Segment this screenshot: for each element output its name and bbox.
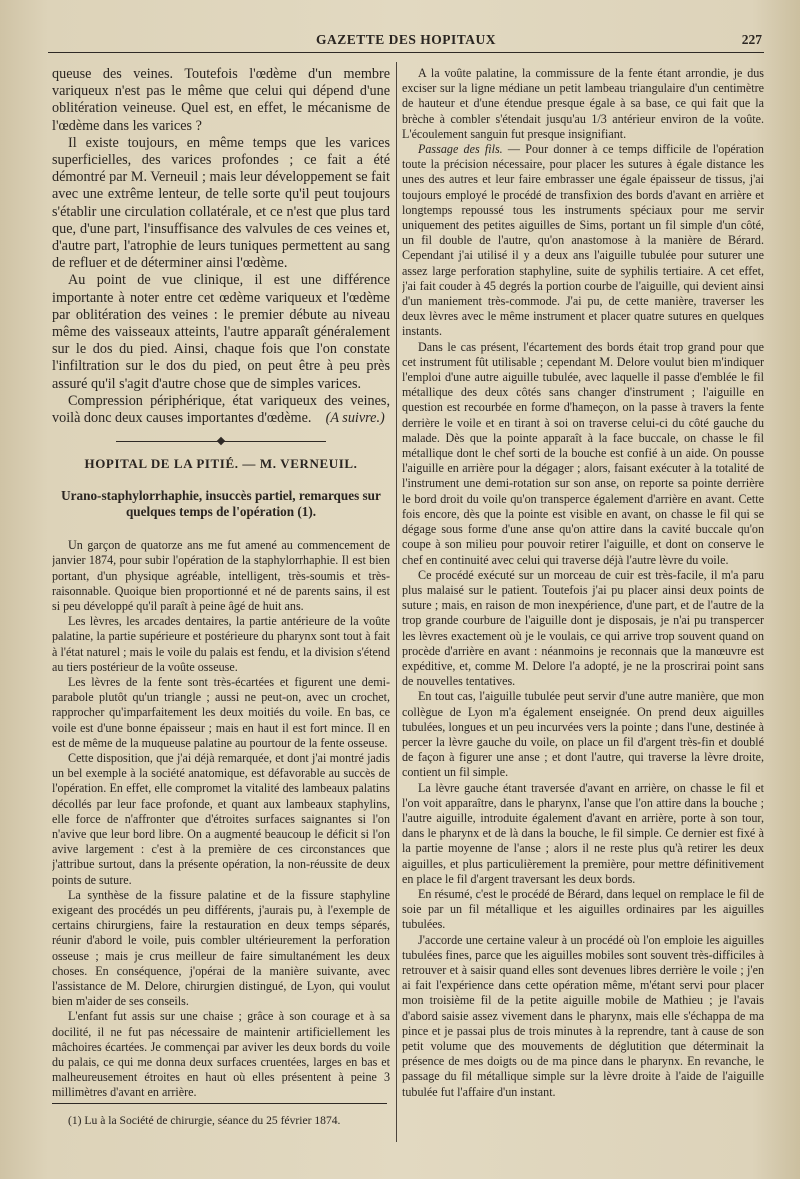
paragraph: Ce procédé exécuté sur un morceau de cuir est très-facile, il m'a paru plus malaisé sur le patient. Toutefois j'ai pu placer ainsi deux points de suture ; mais, en raison de mon inexpérience, d'une part, et de l'autre de la trop grande courbure de l'aiguille dont je disposais, je n'ai pu transpercer les lèvres exactement où je le voulais, ce qui arrive trop souvent quand on procède d'arrière en avant : néanmoins je reconnais que la manœuvre est expéditive, et, comme M. Delore l'a adopté, je ne la proscrirai point sans de nouvelles tentatives. [402, 567, 764, 689]
page-number: 227 [741, 32, 762, 47]
paragraph [402, 142, 764, 340]
footnote-rule [52, 1103, 387, 1104]
column-divider [396, 62, 397, 1142]
paragraph: J'accorde une certaine valeur à un procédé où l'on emploie les aiguilles tubulées fines, parce que les aiguilles mobiles sont souvent très-difficiles à retrouver et à saisir quand elles sont devenues libres derrière le voile ; j'en ai fait l'expérience dans cette opération même, m'étant servi pour placer mon troisième fil de la petite aiguille mobile de Mathieu ; je l'avais d'abord saisie assez vivement dans le pharynx, mais elle s'échappa de ma pince et je passai plus de trois minutes à la reprendre, tant à cause de son petit volume que des mouvements de déglutition que déterminait la présence de mes doigts ou de ma pince dans le pharynx. En revanche, le passage du fil métallique simple sur la lèvre droite à l'aide de l'aiguille tubulée fut l'affaire d'un instant. [402, 932, 764, 1099]
journal-title: GAZETTE DES HOPITAUX [315, 32, 497, 47]
paragraph: Il existe toujours, en même temps que les varices superficielles, des varices profondes ; ce fait a été démontré par M. Verneuil ; mais leur développement se fait avec une extrême lenteur, de telle sorte qu'il peut toujours s'établir une circulation collatérale, et ce n'est que plus tard que, d'une part, l'insuffisance des valvules de ces veines et, d'autre part, l'atrophie de leurs tuniques permettent au sang de refluer et de déterminer ainsi l'œdème. [52, 134, 390, 272]
article-title: Urano-staphylorrhaphie, insuccès partiel, remarques sur quelques temps de l'opération (1). [61, 488, 381, 520]
paragraph: L'enfant fut assis sur une chaise ; grâce à son courage et à sa docilité, il ne fut pas nécessaire de maintenir artificiellement les mâchoires écartées. Je commençai par aviver les deux bords du voile du palais, ce qui me donna deux surfaces cruentées, larges en bas et malheureusement étroites en haut où elles présentent à peine 3 millimètres d'avant en arrière. [52, 1009, 390, 1100]
left-column [52, 66, 390, 1146]
right-column [402, 66, 764, 1146]
paragraph [52, 393, 390, 427]
paragraph: En résumé, c'est le procédé de Bérard, dans lequel on remplace le fil de soie par un fil métallique et les aiguilles ordinaires par les aiguilles tubulées. [402, 886, 764, 932]
paragraph: Dans le cas présent, l'écartement des bords était trop grand pour que cet instrument fût utilisable ; cependant M. Delore voulut bien m'indiquer l'emploi d'une autre aiguille tubulée, avec laquelle il passe d'emblée le fil métallique des deux côtés sans changer d'instrument ; l'aiguille en question est recourbée en forme d'hameçon, on la passe à travers la fente derrière le voile et en tirant à soi on traverse celui-ci du côté gauche du malade. Dès que la pointe apparaît à la face buccale, on chasse le fil métallique dont le chef sorti de la bouche est confié à un aide. On pousse l'aiguille en arrière pour la dégager ; alors, faisant exécuter à la totalité de l'instrument une demi-rotation sur son anse, on reporte sa pointe derrière le bord droit du voile qu'on transperce également d'arrière en avant. Cette fois encore, dès que la pointe est visible en avant, on chasse le fil qui se dégage sous forme d'une anse qu'on attire dans la cavité buccale qu'on coupe à son milieu pour pouvoir retirer l'aiguille, et dont on conserve le chef en continuité avec celui qui traverse déjà l'autre lèvre du voile. [402, 339, 764, 567]
paragraph: Un garçon de quatorze ans me fut amené au commencement de janvier 1874, pour subir l'opération de la staphylorrhaphie. Il est bien portant, d'un physique agréable, intelligent, très-soumis et très-raisonnable. Quoique bien proportionné et né de parents sains, il est si peu développé qu'il paraît à peine âgé de huit ans. [52, 538, 390, 613]
to-be-continued: (A suivre.) [325, 410, 385, 427]
paragraph: Au point de vue clinique, il est une différence importante à noter entre cet œdème variqueux et l'œdème par oblitération des veines : le premier débute au niveau même des vaisseaux atteints, l'autre apparaît généralement sur le dos du pied. Ainsi, chaque fois que l'on constate l'infiltration sur le dos du pied, on peut être à peu près assuré qu'il s'agit d'autre chose que de simples varices. [52, 272, 390, 392]
paragraph: A la voûte palatine, la commissure de la fente étant arrondie, je dus exciser sur la ligne médiane un petit lambeau triangulaire d'un centimètre de hauteur et d'une étendue presque égale à sa base, ce qui fait que la brèche à combler s'étendait jusqu'au 1/3 antérieur environ de la voûte. L'écoulement sanguin fut presque insignifiant. [402, 66, 764, 141]
paragraph: En tout cas, l'aiguille tubulée peut servir d'une autre manière, que mon collègue de Lyon m'a également enseignée. On prend deux aiguilles tubulées, longues et un peu incurvées vers la pointe ; dans l'une, destinée à percer la lèvre gauche du voile, on place un fil d'argent très-fin et doublé de façon à figurer une anse ; et dont l'autre, qui traverse la lèvre droite, contient un fil simple. [402, 689, 764, 780]
running-header [48, 30, 764, 53]
footnote: (1) Lu à la Société de chirurgie, séance du 25 février 1874. [68, 1113, 341, 1127]
paragraph-text: — Pour donner à ce temps difficile de l'opération toute la précision nécessaire, pour placer les sutures à égale distance les unes des autres et leur faire embrasser une égale épaisseur de tissus, j'ai toujours employé le procédé de transfixion des bords d'avant en arrière et longtemps repoussé tous les instruments spéciaux pour me servir uniquement des petites aiguilles de Sims, portant un fil simple d'un côté, un fil double de l'autre, qu'on anastomose à la manière de Bérard. Cependant j'ai utilisé il y a deux ans l'aiguille tubulée pour suturer une assez large perforation staphyline, suite de syphilis tertiaire. A cet effet, j'ai fait couder à 45 degrés la portion courbe de l'aiguille, qui devient ainsi d'un maniement très-commode. J'ai pu, de cette manière, traverser les deux lèvres avec le même instrument et placer quatre sutures en quelques instants. [402, 142, 764, 339]
paragraph: Les lèvres de la fente sont très-écartées et figurent une demi-parabole plutôt qu'un triangle ; aussi ne peut-on, avec un crochet, rapprocher qu'imparfaitement les deux moitiés du voile. En bas, ce voile est d'une bonne épaisseur ; mais en haut il est fort mince. Il en est de même de la muqueuse palatine au pourtour de la fente osseuse. [52, 675, 390, 750]
paragraph: Cette disposition, que j'ai déjà remarquée, et dont j'ai montré jadis un bel exemple à la société anatomique, est défavorable au succès de l'opération. En effet, elle compromet la vitalité des lambeaux palatins décollés par leur face profonde, et quant aux lambeaux staphylins, elle force de n'affronter que d'étroites surfaces saignantes si l'on n'avive que leur bord libre. On a augmenté beaucoup le déficit si l'on avive largement : c'est à la première de ces circonstances que j'attribue surtout, dans la présente opération, la non-réussite de deux points de suture. [52, 751, 390, 887]
paragraph-text: Compression périphérique, état variqueux des veines, voilà donc deux causes importantes d'œdème. [52, 392, 390, 427]
paragraph: queuse des veines. Toutefois l'œdème d'un membre variqueux n'est pas le même que celui qui dépend d'une oblitération veineuse. Quel est, en effet, le mécanisme de l'œdème dans les varices ? [52, 66, 390, 134]
section-separator [116, 441, 326, 442]
paragraph: Les lèvres, les arcades dentaires, la partie antérieure de la voûte palatine, la partie supérieure et postérieure du pharynx sont tout à fait à l'état naturel ; mais le voile du palais est fendu, et la division s'étend au tiers postérieur de la voûte osseuse. [52, 614, 390, 674]
separator-ornament [217, 437, 225, 445]
paragraph: La lèvre gauche étant traversée d'avant en arrière, on chasse le fil et l'on voit apparaître, dans le pharynx, l'anse que l'on attire dans la bouche ; l'autre aiguille, introduite également d'avant en arrière, porte à son tour, dans le pharynx et de là dans la bouche, le fil simple. Ce dernier est fixé à la partie moyenne de l'anse ; alors il ne reste plus qu'à retirer les deux aiguilles, et plus particulièrement la première, pour mettre définitivement en place le fil d'argent traversant les deux bords. [402, 780, 764, 886]
section-heading: HOPITAL DE LA PITIÉ. — M. VERNEUIL. [84, 456, 358, 472]
paragraph: La synthèse de la fissure palatine et de la fissure staphyline exigeant des procédés un peu différents, j'aurais pu, à l'exemple de certains chirurgiens, faire la restauration en deux temps séparés, réunir d'abord le voile, puis combler ultérieurement la perforation osseuse ; mais je crus meilleur de faire simultanément les deux choses. En conséquence, j'opérai de la manière suivante, avec l'assistance de M. Delore, chirurgien distingué, de Lyon, qui voulut bien m'aider de ses conseils. [52, 887, 390, 1009]
passage-label: Passage des fils. [418, 142, 503, 157]
